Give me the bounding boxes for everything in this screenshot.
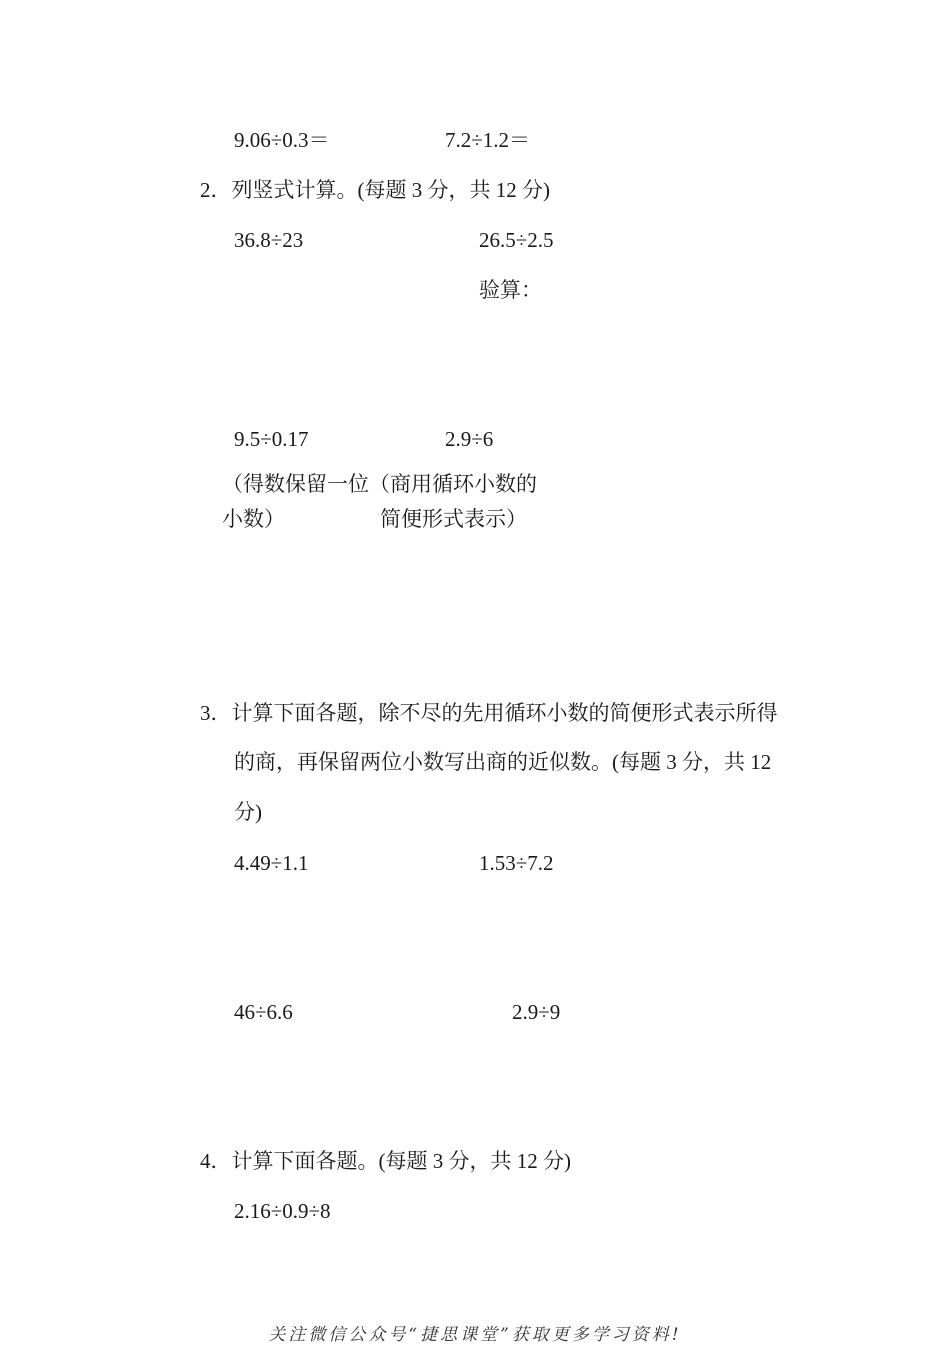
q3-line-2: 的商，再保留两位小数写出商的近似数。(每题 3 分，共 12 xyxy=(234,750,772,774)
q4-expr-1: 2.16÷0.9÷8 xyxy=(234,1199,331,1223)
q1-expr-2: 7.2÷1.2＝ xyxy=(445,128,531,152)
q2-note-line-2-left: 小数） xyxy=(222,507,285,531)
q3-line-1: 3．计算下面各题，除不尽的先用循环小数的简便形式表示所得 xyxy=(200,701,778,725)
q2-note-line-1: （得数保留一位（商用循环小数的 xyxy=(222,472,537,496)
q2-note-line-2-right: 简便形式表示） xyxy=(380,507,527,531)
q3-expr-4: 2.9÷9 xyxy=(512,1000,561,1024)
q3-expr-2: 1.53÷7.2 xyxy=(479,851,554,875)
footer-notice: 关注微信公众号“捷思课堂”获取更多学习资料! xyxy=(268,1325,682,1345)
q2-expr-4: 2.9÷6 xyxy=(445,427,494,451)
q2-expr-3: 9.5÷0.17 xyxy=(234,427,309,451)
q4-heading: 4．计算下面各题。(每题 3 分，共 12 分) xyxy=(200,1149,571,1173)
q2-expr-2: 26.5÷2.5 xyxy=(479,228,554,252)
q3-line-3: 分) xyxy=(234,800,262,824)
q3-expr-3: 46÷6.6 xyxy=(234,1000,293,1024)
q3-expr-1: 4.49÷1.1 xyxy=(234,851,309,875)
q2-heading: 2．列竖式计算。(每题 3 分，共 12 分) xyxy=(200,178,550,202)
q2-expr-1: 36.8÷23 xyxy=(234,228,304,252)
q1-expr-1: 9.06÷0.3＝ xyxy=(234,128,330,152)
q2-check-label: 验算： xyxy=(479,278,542,302)
